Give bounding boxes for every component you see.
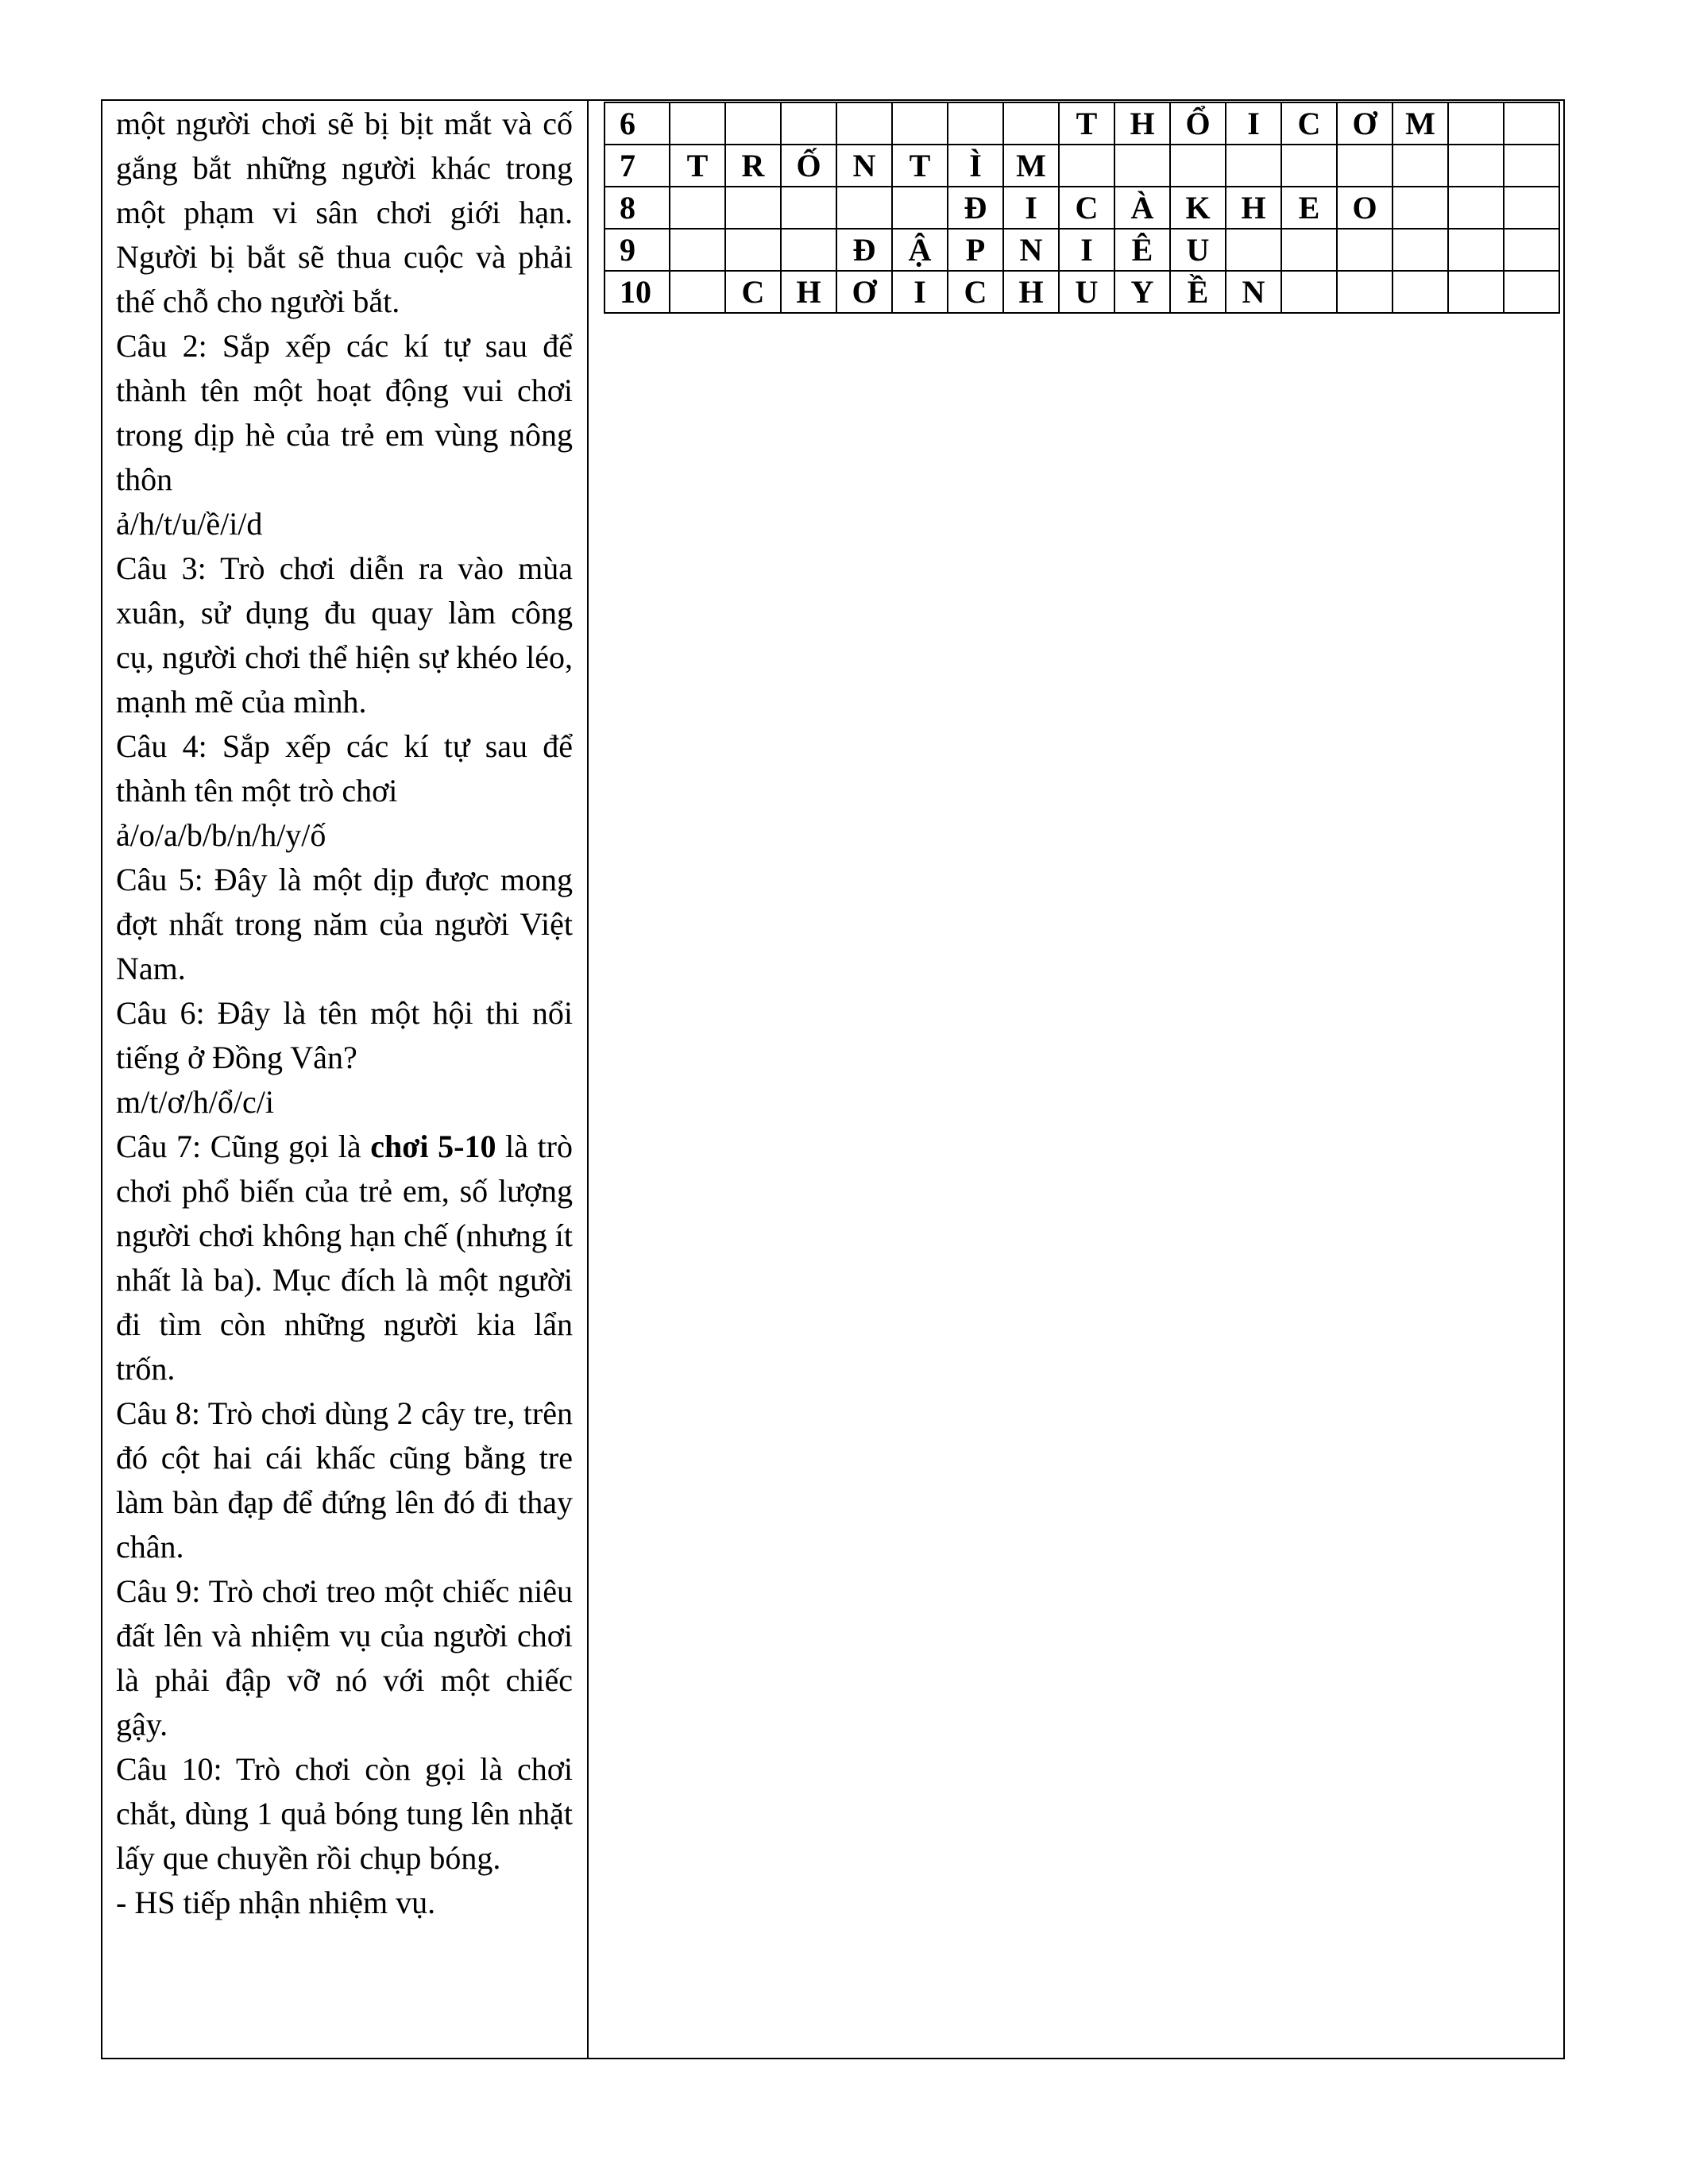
crossword-cell: O — [1337, 187, 1393, 229]
crossword-cell — [1504, 229, 1559, 271]
crossword-cell — [670, 102, 725, 145]
crossword-row — [605, 271, 1559, 313]
crossword-cell: H — [1226, 187, 1281, 229]
crossword-cell — [892, 187, 948, 229]
crossword-cell — [725, 229, 781, 271]
crossword-cell: Ì — [948, 145, 1003, 187]
crossword-cell — [1448, 229, 1504, 271]
crossword-cell: Đ — [836, 229, 892, 271]
question-paragraph: Câu 6: Đây là tên một hội thi nổi tiếng ở Đồng Vân? — [116, 995, 573, 1075]
crossword-cell — [781, 229, 836, 271]
row-number: 9 — [605, 229, 670, 271]
crossword-cell: K — [1170, 187, 1226, 229]
question-paragraph: Câu 10: Trò chơi còn gọi là chơi chắt, dùng 1 quả bóng tung lên nhặt lấy que chuyền rồi chụp bóng. — [116, 1751, 573, 1876]
crossword-cell — [836, 102, 892, 145]
crossword-cell: U — [1059, 271, 1114, 313]
crossword-cell: Ậ — [892, 229, 948, 271]
crossword-cell — [1170, 145, 1226, 187]
crossword-cell — [1448, 102, 1504, 145]
crossword-cell: I — [1226, 102, 1281, 145]
crossword-cell: Ổ — [1170, 102, 1226, 145]
crossword-cell: I — [892, 271, 948, 313]
crossword-cell: P — [948, 229, 1003, 271]
crossword-cell — [670, 271, 725, 313]
crossword-cell — [1337, 271, 1393, 313]
question-paragraph: ả/o/a/b/b/n/h/y/ố — [116, 817, 326, 853]
crossword-cell: C — [1059, 187, 1114, 229]
column-divider — [587, 99, 589, 2059]
crossword-cell — [1448, 145, 1504, 187]
crossword-cell: I — [1059, 229, 1114, 271]
crossword-cell: R — [725, 145, 781, 187]
crossword-cell — [670, 229, 725, 271]
crossword-cell — [836, 187, 892, 229]
crossword-cell: E — [1281, 187, 1337, 229]
crossword-cell — [1504, 187, 1559, 229]
crossword-cell: Y — [1114, 271, 1170, 313]
crossword-cell: H — [1003, 271, 1059, 313]
question-paragraph: Câu 8: Trò chơi dùng 2 cây tre, trên đó cột hai cái khấc cũng bằng tre làm bàn đạp để đứng lên đó đi thay chân. — [116, 1395, 573, 1565]
crossword-cell — [1504, 271, 1559, 313]
paragraph-text: là trò chơi phổ biến của trẻ em, số lượng người chơi không hạn chế (nhưng ít nhất là ba). Mục đích là một người đi tìm còn những người kia lẩn trốn. — [116, 1129, 573, 1387]
crossword-cell: I — [1003, 187, 1059, 229]
crossword-row — [605, 102, 1559, 145]
crossword-cell: C — [1281, 102, 1337, 145]
question-paragraph: Câu 4: Sắp xếp các kí tự sau để thành tên một trò chơi — [116, 728, 573, 808]
crossword-cell — [1281, 145, 1337, 187]
crossword-cell: U — [1170, 229, 1226, 271]
crossword-cell — [1393, 229, 1448, 271]
crossword-cell: M — [1393, 102, 1448, 145]
crossword-column — [604, 102, 1560, 314]
crossword-cell — [781, 187, 836, 229]
crossword-cell: À — [1114, 187, 1170, 229]
crossword-row — [605, 145, 1559, 187]
question-paragraph: m/t/ơ/h/ổ/c/i — [116, 1084, 274, 1120]
crossword-cell — [1226, 145, 1281, 187]
crossword-cell: T — [670, 145, 725, 187]
question-paragraph — [116, 1125, 573, 1391]
crossword-row — [605, 187, 1559, 229]
crossword-cell — [725, 102, 781, 145]
crossword-cell — [948, 102, 1003, 145]
crossword-cell: Ơ — [836, 271, 892, 313]
crossword-cell — [1448, 271, 1504, 313]
crossword-cell: H — [781, 271, 836, 313]
crossword-cell — [670, 187, 725, 229]
question-paragraph: Câu 5: Đây là một dịp được mong đợt nhất trong năm của người Việt Nam. — [116, 862, 573, 986]
question-paragraph: Câu 3: Trò chơi diễn ra vào mùa xuân, sử dụng đu quay làm công cụ, người chơi thể hiện sự khéo léo, mạnh mẽ của mình. — [116, 550, 573, 720]
crossword-cell: M — [1003, 145, 1059, 187]
crossword-cell — [1281, 271, 1337, 313]
crossword-cell — [725, 187, 781, 229]
crossword-cell: C — [948, 271, 1003, 313]
crossword-cell — [1114, 145, 1170, 187]
crossword-cell — [1337, 145, 1393, 187]
crossword-cell: Đ — [948, 187, 1003, 229]
crossword-cell: T — [1059, 102, 1114, 145]
crossword-cell: C — [725, 271, 781, 313]
crossword-row — [605, 229, 1559, 271]
crossword-cell — [1393, 187, 1448, 229]
crossword-cell: Ơ — [1337, 102, 1393, 145]
questions-column — [116, 102, 573, 1925]
crossword-cell: H — [1114, 102, 1170, 145]
crossword-cell: N — [1226, 271, 1281, 313]
row-number: 7 — [605, 145, 670, 187]
crossword-cell — [1337, 229, 1393, 271]
crossword-cell — [1393, 145, 1448, 187]
crossword-cell: N — [1003, 229, 1059, 271]
crossword-cell: Ố — [781, 145, 836, 187]
crossword-cell — [1448, 187, 1504, 229]
crossword-cell: T — [892, 145, 948, 187]
crossword-grid — [604, 102, 1560, 314]
crossword-cell — [1281, 229, 1337, 271]
question-paragraph: Câu 2: Sắp xếp các kí tự sau để thành tên một hoạt động vui chơi trong dịp hè của trẻ em vùng nông thôn — [116, 328, 573, 497]
paragraph-text: Câu 7: Cũng gọi là — [116, 1129, 371, 1164]
row-number: 10 — [605, 271, 670, 313]
crossword-cell — [1504, 102, 1559, 145]
question-paragraph: Câu 9: Trò chơi treo một chiếc niêu đất lên và nhiệm vụ của người chơi là phải đập vỡ nó với một chiếc gậy. — [116, 1573, 573, 1742]
crossword-cell: Ê — [1114, 229, 1170, 271]
crossword-cell — [1393, 271, 1448, 313]
row-number: 8 — [605, 187, 670, 229]
crossword-cell — [892, 102, 948, 145]
crossword-cell — [1504, 145, 1559, 187]
crossword-cell: Ề — [1170, 271, 1226, 313]
question-paragraph: - HS tiếp nhận nhiệm vụ. — [116, 1885, 436, 1920]
question-paragraph: ả/h/t/u/ề/i/d — [116, 506, 263, 542]
question-paragraph: một người chơi sẽ bị bịt mắt và cố gắng bắt những người khác trong một phạm vi sân chơi giới hạn. Người bị bắt sẽ thua cuộc và phải thế chỗ cho người bắt. — [116, 106, 573, 319]
row-number: 6 — [605, 102, 670, 145]
crossword-cell — [1059, 145, 1114, 187]
crossword-cell — [1226, 229, 1281, 271]
crossword-cell — [1003, 102, 1059, 145]
crossword-cell — [781, 102, 836, 145]
crossword-cell: N — [836, 145, 892, 187]
paragraph-bold-text: chơi 5-10 — [370, 1129, 496, 1164]
